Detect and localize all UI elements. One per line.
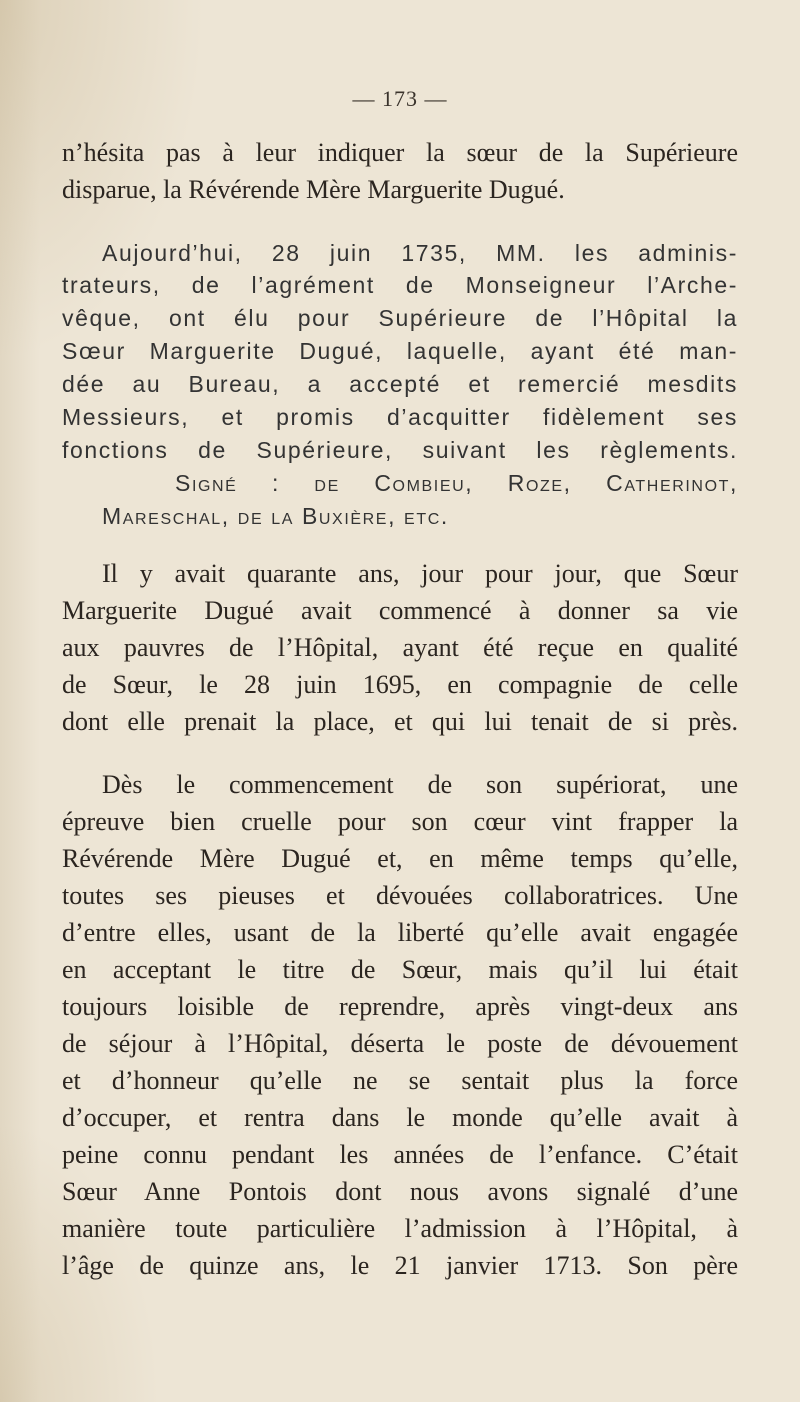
quote-line: trateurs, de l’agrément de Monseigneur l’Arche- xyxy=(62,272,738,298)
text-line: toujours loisible de reprendre, après vingt-deux ans xyxy=(62,992,738,1021)
text-line: dont elle prenait la place, et qui lui tenait de si près. xyxy=(62,707,738,736)
quote-line: dée au Bureau, a accepté et remercié mesdits xyxy=(62,371,738,397)
text-line: épreuve bien cruelle pour son cœur vint frapper la xyxy=(62,807,738,836)
quote-line: Messieurs, et promis d’acquitter fidèlement ses xyxy=(62,404,738,430)
text-line: en acceptant le titre de Sœur, mais qu’il lui était xyxy=(62,955,738,984)
signature-line: Mareschal, de la Buxière, etc. xyxy=(102,503,449,529)
text-line: manière toute particulière l’admission à l’Hôpital, à xyxy=(62,1214,738,1243)
quote-line: Sœur Marguerite Dugué, laquelle, ayant été man- xyxy=(62,338,738,364)
text-line: et d’honneur qu’elle ne se sentait plus la force xyxy=(62,1066,738,1095)
text-line: de Sœur, le 28 juin 1695, en compagnie de celle xyxy=(62,670,738,699)
text-line: Dès le commencement de son supériorat, une xyxy=(102,770,738,799)
text-line: Marguerite Dugué avait commencé à donner sa vie xyxy=(62,596,738,625)
quote-line: vêque, ont élu pour Supérieure de l’Hôpital la xyxy=(62,305,738,331)
text-line: Révérende Mère Dugué et, en même temps qu’elle, xyxy=(62,844,738,873)
text-line: aux pauvres de l’Hôpital, ayant été reçue en qualité xyxy=(62,633,738,662)
text-line: d’entre elles, usant de la liberté qu’elle avait engagée xyxy=(62,918,738,947)
text-line: disparue, la Révérende Mère Marguerite Dugué. xyxy=(62,175,565,204)
page-number: — 173 — xyxy=(352,86,448,111)
text-line: toutes ses pieuses et dévouées collaboratrices. Une xyxy=(62,881,738,910)
text-line: d’occuper, et rentra dans le monde qu’elle avait à xyxy=(62,1103,738,1132)
quote-line: fonctions de Supérieure, suivant les règlements. xyxy=(62,437,738,463)
text-line: Sœur Anne Pontois dont nous avons signalé d’une xyxy=(62,1177,738,1206)
text-line: Il y avait quarante ans, jour pour jour, que Sœur xyxy=(102,559,738,588)
text-line: de séjour à l’Hôpital, déserta le poste de dévouement xyxy=(62,1029,738,1058)
text-line: peine connu pendant les années de l’enfance. C’était xyxy=(62,1140,738,1169)
signature-line: Signé : de Combieu, Roze, Catherinot, xyxy=(175,470,738,496)
text-line: n’hésita pas à leur indiquer la sœur de la Supérieure xyxy=(62,138,738,167)
text-line: l’âge de quinze ans, le 21 janvier 1713. Son père xyxy=(62,1251,738,1280)
quote-line: Aujourd’hui, 28 juin 1735, MM. les adminis- xyxy=(102,240,738,266)
